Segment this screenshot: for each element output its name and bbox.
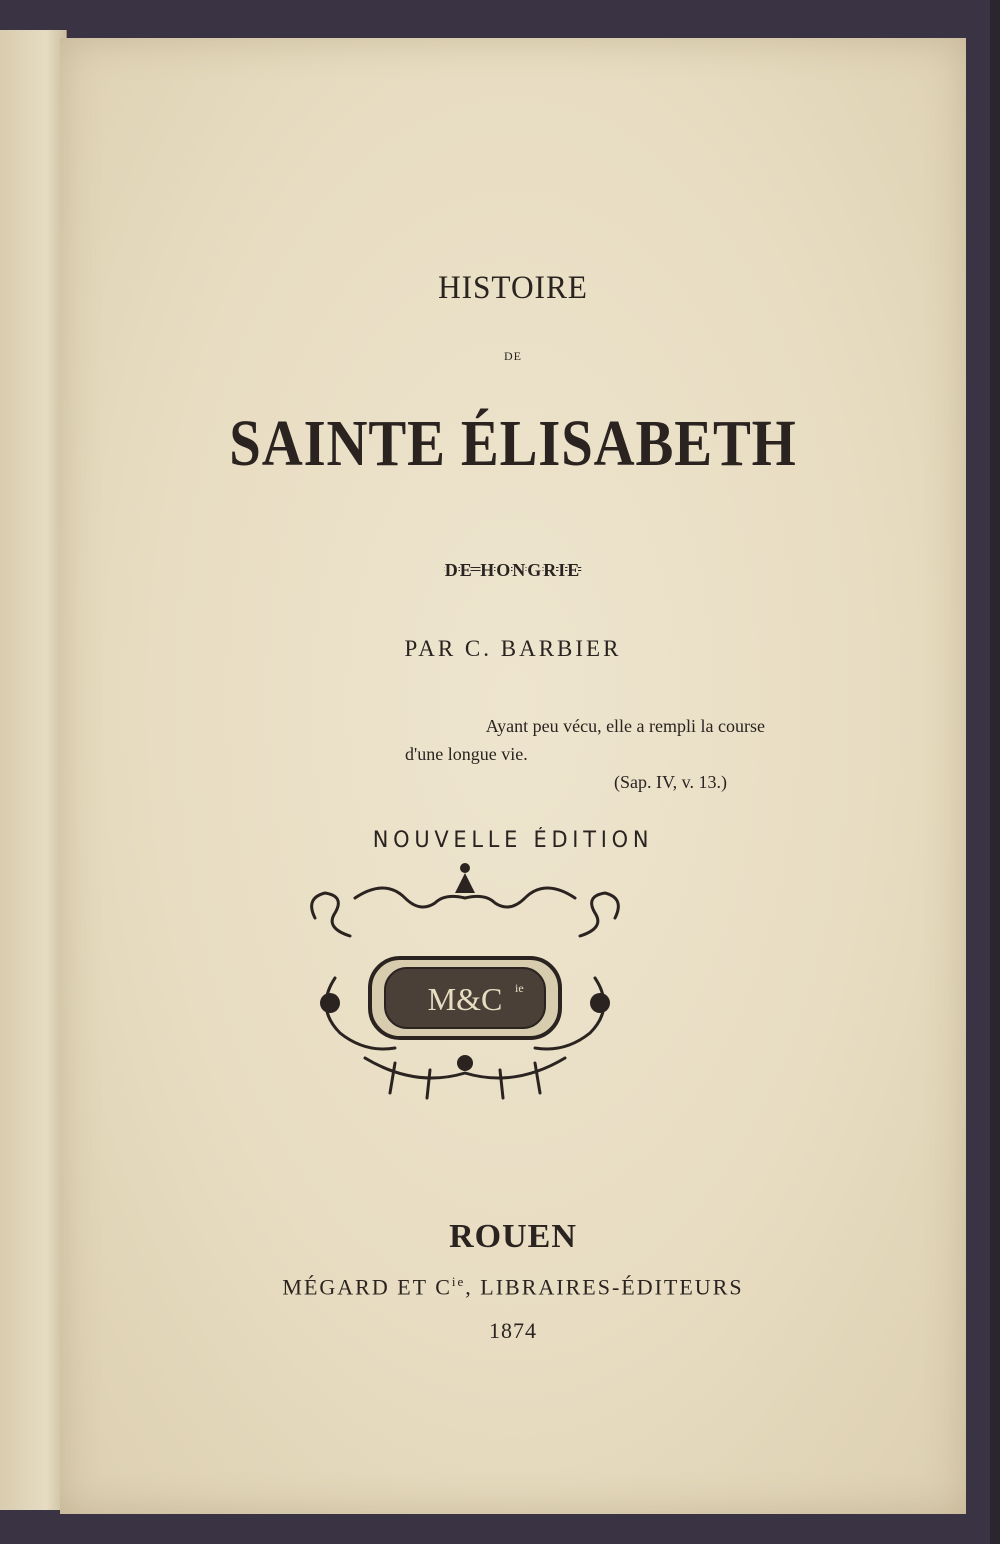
title-page: [60, 38, 966, 1514]
publisher-prefix: MÉGARD ET C: [282, 1274, 452, 1300]
epigraph: [405, 712, 765, 796]
emblem-monogram: M&C: [427, 981, 503, 1017]
epigraph-citation: (Sap. IV, v. 13.): [614, 772, 727, 792]
book-subtitle: DE HONGRIE: [444, 560, 582, 580]
edition-line: NOUVELLE ÉDITION: [372, 828, 654, 853]
imprint-publisher: [60, 1274, 966, 1300]
book-title: SAINTE ÉLISABETH: [229, 407, 797, 480]
left-page-edge: [0, 30, 67, 1510]
heading-connector: DE: [504, 349, 522, 363]
publisher-emblem: [295, 858, 635, 1108]
epigraph-line-2: d'une longue vie.: [405, 744, 528, 764]
publisher-suffix: , LIBRAIRES-ÉDITEURS: [465, 1274, 744, 1300]
emblem-scroll-left: [312, 893, 350, 936]
emblem-scroll-right: [580, 893, 618, 936]
imprint-year: 1874: [489, 1318, 537, 1343]
author-line: PAR C. BARBIER: [404, 636, 622, 661]
publisher-superscript: ie: [451, 1274, 466, 1289]
emblem-monogram-superscript: ie: [515, 981, 524, 995]
imprint-city: ROUEN: [449, 1218, 577, 1255]
epigraph-line-1: Ayant peu vécu, elle a rempli la course: [485, 716, 765, 736]
heading-histoire: HISTOIRE: [438, 270, 588, 306]
